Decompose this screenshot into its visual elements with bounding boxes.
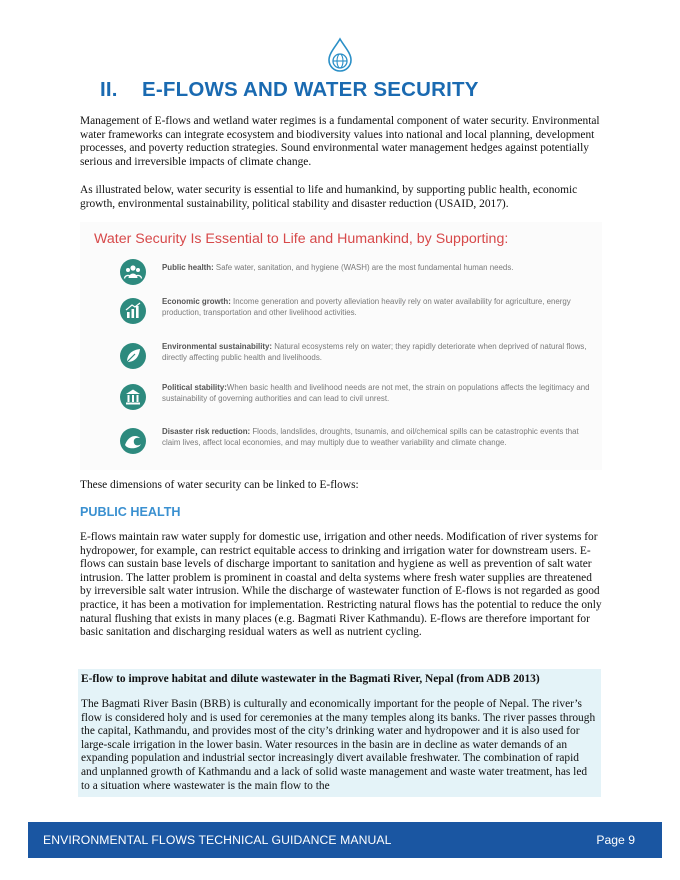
leaf-icon — [120, 343, 146, 369]
people-icon — [120, 259, 146, 285]
figure-item-text: Economic growth: Income generation and poverty alleviation heavily rely on water availability for agriculture, energy production, transportation and other livelihood activities. — [162, 297, 571, 318]
figure-item-text: Public health: Safe water, sanitation, and hygiene (WASH) are the most fundamental human needs. — [162, 263, 514, 272]
case-study-body: The Bagmati River Basin (BRB) is culturally and economically important for the people of Nepal. The river’s flow is considered holy and is used for ceremonies at the many temples along its banks. The river passes through the capital, Kathmandu, and provides most of the city’s drinking water and hydropower and it is also used for large-scale irrigation in the lower basin. Water resources in the basin are in decline as water demands of an expanding population and industrial sector increasingly divert available freshwater. The combination of rapid and unplanned growth of Kathmandu and a lack of solid waste management and waste water treatment, has led to a situation where wastewater is the main flow to the — [81, 698, 596, 792]
section-number: II. — [100, 78, 118, 101]
case-study-box — [78, 669, 601, 797]
water-security-figure — [80, 222, 602, 470]
dimensions-paragraph: These dimensions of water security can be linked to E-flows: — [80, 479, 359, 491]
water-drop-globe-icon — [323, 37, 357, 73]
illustrated-paragraph: As illustrated below, water security is essential to life and humankind, by supporting public health, economic growth, environmental sustainability, political stability and disaster reduction (USAID, 2017). — [80, 184, 578, 210]
page-number: Page 9 — [596, 833, 635, 847]
figure-item-text: Environmental sustainability: Natural ecosystems rely on water; they rapidly deteriorate when deprived of natural flows, directly affecting public health and livelihoods. — [162, 342, 587, 363]
intro-paragraph: Management of E-flows and wetland water regimes is a fundamental component of water security. Environmental water frameworks can integrate ecosystem and biodiversity values into national and local planning, development processes, and poverty reduction strategies. Sound environmental water management hedges against potentially serious and irreversible impacts of climate change. — [80, 115, 600, 168]
section-heading — [100, 78, 479, 102]
growth-chart-icon — [120, 298, 146, 324]
government-building-icon — [120, 384, 146, 410]
public-health-subheading: PUBLIC HEALTH — [80, 505, 181, 519]
case-study-title: E-flow to improve habitat and dilute wastewater in the Bagmati River, Nepal (from ADB 2013) — [81, 673, 540, 685]
section-title: E-FLOWS AND WATER SECURITY — [142, 78, 479, 101]
wave-icon — [120, 428, 146, 454]
page-footer — [28, 822, 662, 858]
figure-item-text: Disaster risk reduction: Floods, landslides, droughts, tsunamis, and oil/chemical spills can be catastrophic events that claim lives, affect local economies, and may multiply due to weather variability and climate change. — [162, 427, 579, 448]
figure-title: Water Security Is Essential to Life and Humankind, by Supporting: — [94, 231, 509, 247]
footer-title: ENVIRONMENTAL FLOWS TECHNICAL GUIDANCE MANUAL — [43, 833, 392, 847]
public-health-paragraph: E-flows maintain raw water supply for domestic use, irrigation and other needs. Modification of river systems for hydropower, for example, can restrict equitable access to drinking and irrigation water for downstream users. E-flows can sustain base levels of discharge important to sanitation and hygiene as well as prevention of salt water intrusion. The latter problem is prominent in coastal and delta systems where fresh water supplies are threatened by irreversible salt water intrusion. While the discharge of wastewater function of E-flows is not regarded as good practice, it has been a motivation for implementation. Restricting natural flows has the potential to reduce the only natural flushing that exists in many places (e.g. Bagmati River Kathmandu). E-flows are therefore important for basic sanitation and discharging residual waters as well as nutrient cycling. — [80, 531, 602, 639]
figure-item-text: Political stability:When basic health and livelihood needs are not met, the strain on populations affects the legitimacy and sustainability of governing authorities and can lead to civil unrest. — [162, 383, 590, 404]
